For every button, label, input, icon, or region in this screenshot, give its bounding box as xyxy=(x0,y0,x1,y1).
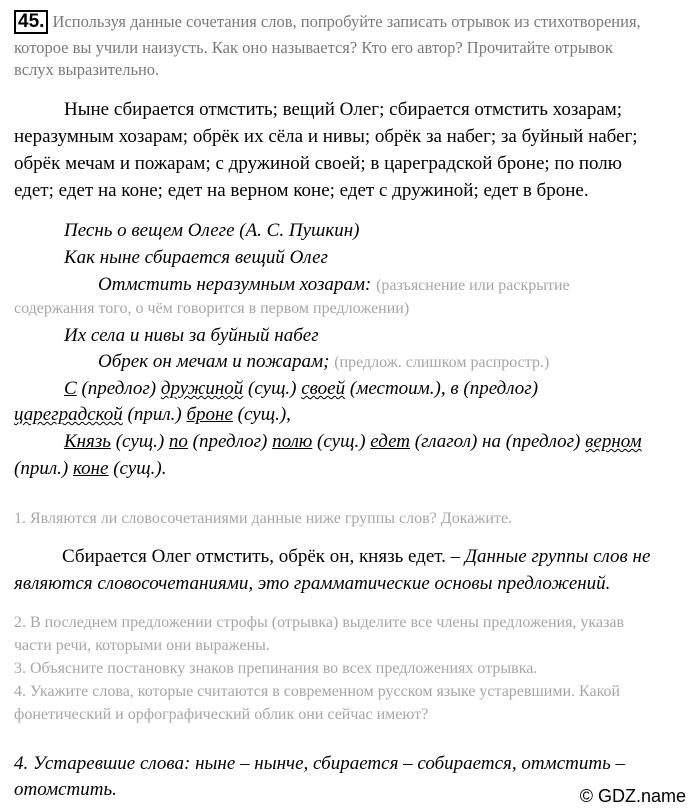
parse-line-1 xyxy=(64,378,538,400)
answer-4-line-2: отомстить. xyxy=(14,779,117,800)
parse-word-tsaregradskoy: цареградской xyxy=(14,404,123,425)
parse-word-knyaz: Князь xyxy=(64,431,111,452)
parse-label: (сущ.) xyxy=(312,431,371,452)
poem-line-4 xyxy=(98,351,549,373)
parse-word-svoey: своей xyxy=(301,378,346,399)
parse-label: (прил.) xyxy=(122,404,187,425)
parse-label: (сущ.) xyxy=(243,378,302,399)
gdz-watermark: © GDZ.name xyxy=(579,786,686,806)
task-line-1 xyxy=(14,10,641,34)
parse-label: (сущ.) xyxy=(110,431,169,452)
question-2-line-2: части речи, которыми они выражены. xyxy=(14,637,270,654)
parse-word-kone: коне xyxy=(72,458,109,479)
task-text-1: Используя данные сочетания слов, попробуйте записать отрывок из стихотворения, xyxy=(52,12,641,31)
parse-word-polyu: полю xyxy=(272,431,313,452)
poem-line-4-text: Обрек он мечам и пожарам; xyxy=(98,351,330,372)
parse-label: (сущ.), xyxy=(232,404,291,425)
poem-line-1: Как ныне сбирается вещий Олег xyxy=(64,247,328,268)
parse-word-druzhinoy: дружиной xyxy=(160,378,244,399)
source-line-4: едет; едет на коне; едет на верном коне; едет с дружиной; едет в броне. xyxy=(14,180,589,201)
parse-label: (местоим.), в (предлог) xyxy=(345,378,539,399)
parse-label: (сущ.). xyxy=(108,458,167,479)
note-1b: содержания того, о чём говорится в первом предложении) xyxy=(14,300,410,317)
task-line-2: которое вы учили наизусть. Как оно называется? Кто его автор? Прочитайте отрывок xyxy=(14,38,613,57)
parse-word-vernom: верном xyxy=(585,431,642,452)
answer-1-line-2: являются словосочетаниями, это грамматические основы предложений. xyxy=(14,573,611,594)
question-3: 3. Объясните постановку знаков препинания во всех предложениях отрывка. xyxy=(14,660,538,677)
question-2-line-1: 2. В последнем предложении строфы (отрывка) выделите все члены предложения, указав xyxy=(14,614,625,631)
parse-line-2 xyxy=(14,404,291,426)
note-1a: (разъяснение или раскрытие xyxy=(376,277,570,294)
poem-line-3: Их села и нивы за буйный набег xyxy=(64,325,319,346)
poem-line-2 xyxy=(98,274,570,296)
parse-line-4 xyxy=(14,458,166,480)
answer-1-plain: Сбирается Олег отмстить, обрёк он, князь едет. – xyxy=(62,546,465,567)
note-2: (предлож. слишком распростр.) xyxy=(334,354,550,371)
question-1: 1. Являются ли словосочетаниями данные ниже группы слов? Докажите. xyxy=(14,510,513,527)
parse-word-po: по xyxy=(168,431,188,452)
task-number: 45. xyxy=(14,10,48,34)
parse-label: (предлог) xyxy=(187,431,273,452)
task-line-3: вслух выразительно. xyxy=(14,60,160,79)
source-line-2: неразумным хозарам; обрёк их сёла и нивы; обрёк за набег; за буйный набег; xyxy=(14,126,638,147)
answer-1-line-1 xyxy=(62,546,650,568)
parse-label: (прил.) xyxy=(14,458,73,479)
poem-title: Песнь о вещем Олеге (А. С. Пушкин) xyxy=(64,220,360,241)
parse-label: (предлог) xyxy=(76,378,161,399)
answer-1-italic-a: Данные группы слов не xyxy=(464,546,651,567)
source-line-3: обрёк мечам и пожарам; с дружиной своей; в цареградской броне; по полю xyxy=(14,153,622,174)
poem-line-2-text: Отмстить неразумным хозарам: xyxy=(98,274,372,295)
question-4-line-2: фонетический и орфографический облик они сейчас имеют? xyxy=(14,706,429,723)
parse-line-3 xyxy=(64,431,642,453)
parse-word-edet: едет xyxy=(370,431,410,452)
parse-label: (глагол) на (предлог) xyxy=(410,431,586,452)
question-4-line-1: 4. Укажите слова, которые считаются в современном русском языке устаревшими. Какой xyxy=(14,683,621,700)
parse-word-brone: броне xyxy=(186,404,233,425)
parse-word-s: С xyxy=(64,378,77,399)
answer-4-line-1: 4. Устаревшие слова: ныне – нынче, сбирается – собирается, отмстить – xyxy=(14,753,625,774)
source-line-1: Ныне сбирается отмстить; вещий Олег; сбирается отмстить хозарам; xyxy=(64,99,623,120)
